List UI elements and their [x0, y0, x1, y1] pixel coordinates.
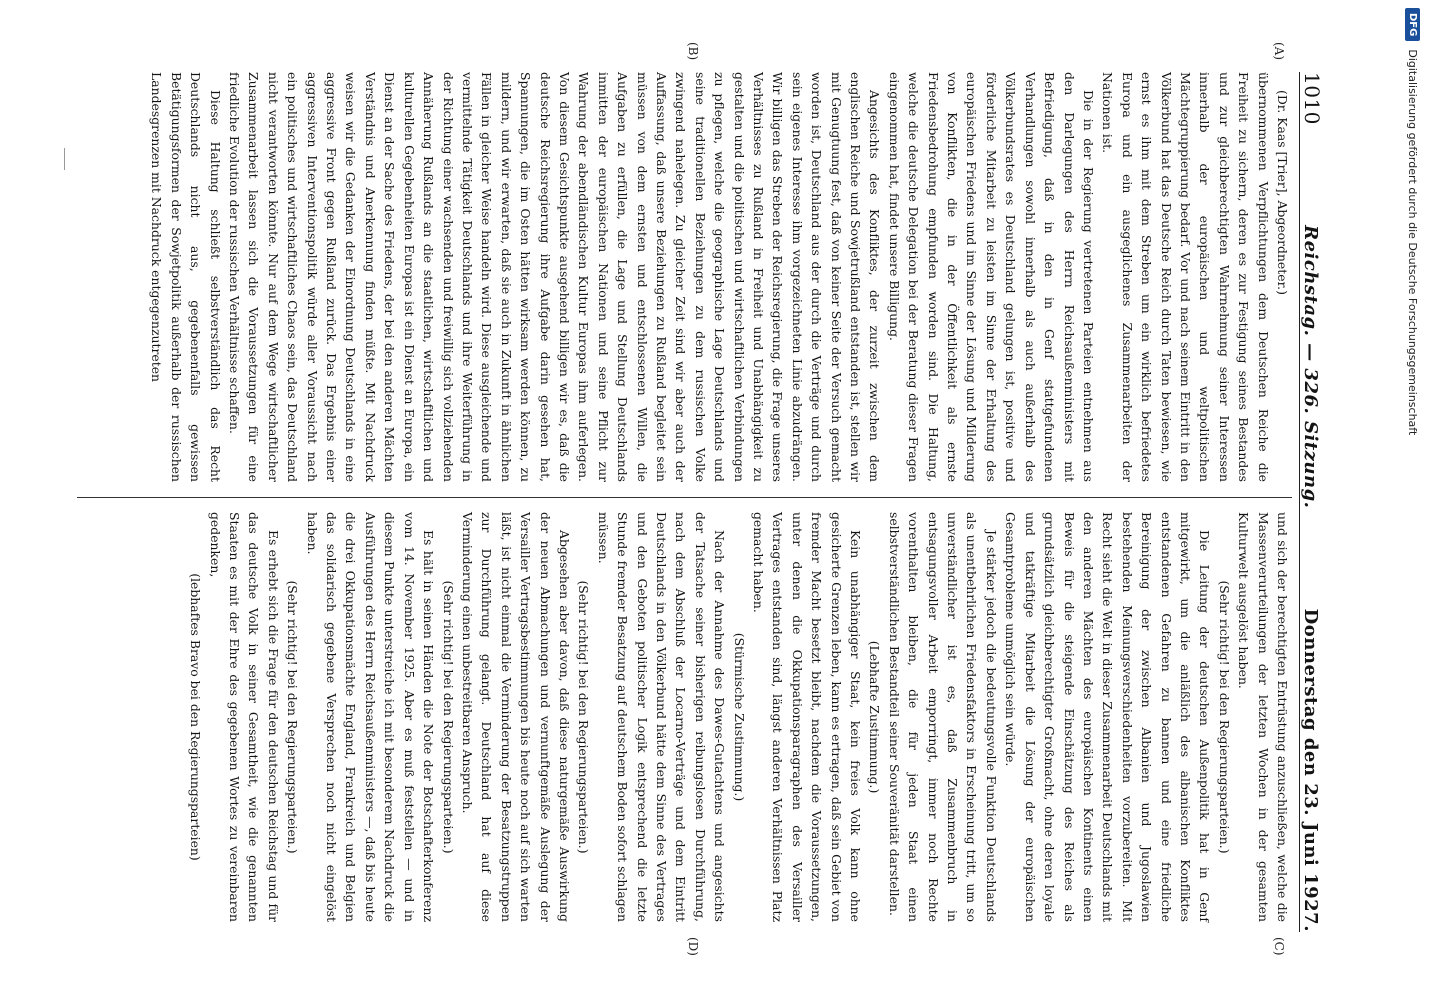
dfg-text: Digitalisierung gefördert durch die Deutsche Forschungsgemeinschaft	[1406, 49, 1420, 436]
right-paragraph: und sich der berechtigten Entrüstung anzuschließen, welche die Massenverurteilungen der letzten Wochen in der gesamten Kulturwelt ausgelöst haben.	[1236, 512, 1290, 922]
interjection: (Stürmische Zustimmung.)	[731, 632, 747, 802]
session-title: Reichstag. — 326. Sitzung.	[1300, 225, 1321, 509]
margin-marker-c: (C)	[1272, 937, 1286, 956]
right-paragraph: Je stärker jedoch die bedeutungsvolle Funktion Deutschlands als unentbehrlichen Friedensfaktors in Erscheinung tritt, um so unverständlicher ist es, daß Zusammenbruch in entsagungsvoller Arbeit emporringt, immer noch Rechte vorenthalten bleiben, die für jeden Staat einen selbstverständlichen Bestandteil seiner Souveränität darstellen.	[886, 512, 999, 922]
interjection: (Sehr richtig! bei den Regierungsparteien.)	[440, 580, 456, 854]
right-paragraph: Es hält in seinen Händen die Note der Botschafterkonferenz vom 14. November 1925. Aber es muß feststellen — und in diesem Punkte unterstreiche ich mit besonderem Nachdruck die Ausführungen des Herrn Reichsaußenministers —, daß bis heute die drei Okkupationsmächte England, Frankreich und Belgien das solidarisch gegebene Versprechen noch nicht eingelöst haben.	[304, 512, 437, 922]
page-number: 1010	[1300, 72, 1324, 125]
right-paragraph: Kein unabhängiger Staat, kein freies Volk kann ohne gesicherte Grenzen leben, kann es ertragen, daß sein Gebiet von fremder Macht besetzt bleibt, nachdem die Voraussetzungen, unter denen die Okkupationsparagraphen des Versailler Vertrages entstanden sind, längst anderen Verhältnissen Platz gemacht haben.	[751, 512, 864, 922]
interjection: (Sehr richtig! bei den Regierungsparteien.)	[1216, 580, 1232, 854]
right-paragraph: Nach der Annahme des Dawes-Gutachtens und angesichts der Tatsache seiner bisherigen reibungslosen Durchführung, nach dem Abschluß der Locarno-Verträge und dem Eintritt Deutschlands in den Völkerbund hätte dem Sinne des Vertrages und den Geboten politischer Logik entsprechend die letzte Stunde fremder Besatzung auf deutschem Boden sofort schlagen müssen.	[595, 512, 728, 922]
session-date: Donnerstag den 23. Juni 1927.	[1300, 608, 1321, 932]
left-paragraph: Die in der Regierung vertretenen Parteien entnehmen aus den Darlegungen des Herrn Reichsaußenministers mit Befriedigung, daß in den in Genf stattgefundenen Verhandlungen sowohl innerhalb als auch außerhalb des Völkerbundsrates es Deutschland gelungen ist, positive und förderliche Mitarbeit zu leisten im Sinne der Erhaltung des europäischen Friedens und im Sinne der Lösung und Milderung von Konflikten, die in der Öffentlichkeit als ernste Friedensbedrohung empfunden worden sind. Die Haltung, welche die deutsche Delegation bei der Beratung dieser Fragen eingenommen hat, findet unsere Billigung.	[886, 72, 1096, 482]
rotated-page	[75, 42, 1330, 956]
dfg-logo: DFG	[1406, 8, 1421, 41]
left-paragraph: Diese Haltung schließt selbstverständlich das Recht Deutschlands nicht aus, gegebenenfalls gewissen Betätigungsformen der Sowjetpolitik außerhalb der russischen Landesgrenzen mit Nachdruck entgegenzutreten	[149, 72, 223, 482]
left-column	[147, 72, 1292, 482]
left-paragraph: übernommenen Verpflichtungen dem Deutschen Reiche die Freiheit zu sichern, deren es zur Festigung seines Bestandes und zur gleichberechtigten Wahrnehmung seiner Interessen innerhalb der europäischen und weltpolitischen Mächtegruppierung bedarf. Vor und nach seinem Eintritt in den Völkerbund hat das Deutsche Reich durch Taten bewiesen, wie ernst es ihm mit dem Streben um ein wirklich befriedetes Europa und ein ausgeglichenes Zusammenarbeiten der Nationen ist.	[1100, 72, 1271, 482]
right-paragraph: Die Leitung der deutschen Außenpolitik hat in Genf mitgewirkt, um die anläßlich des albanischen Konfliktes entstandenen Gefahren zu bannen und eine friedliche Bereinigung der zwischen Albanien und Jugoslawien bestehenden Meinungsverschiedenheiten vorzubereiten. Mit Recht sieht die Welt in dieser Zusammenarbeit Deutschlands mit den anderen Mächten des europäischen Kontinents einen Beweis für die steigende Einschätzung des Reiches als grundsätzlich gleichberechtigter Großmacht, ohne deren loyale und tatkräftige Mitarbeit die Lösung der europäischen Gesamtprobleme unmöglich sein würde.	[1003, 512, 1213, 922]
dfg-attribution	[1395, 8, 1431, 998]
margin-marker-d: (D)	[686, 937, 700, 956]
margin-marker-a: (A)	[1272, 42, 1286, 61]
left-paragraph: Angesichts des Konfliktes, der zurzeit zwischen dem englischen Reiche und Sowjetrußland entstanden ist, stellen wir mit Genugtuung fest, daß von keiner Seite der Versuch gemacht worden ist, Deutschland aus der durch die Verträge und durch sein eigenes Interesse ihm vorgezeichneten Linie abzudrängen. Wir billigen das Streben der Reichsregierung, die Frage unseres Verhältnisses zu Rußland in Freiheit und Unabhängigkeit zu gestalten und die politischen und wirtschaftlichen Verbindungen zu pflegen, welche die geographische Lage Deutschlands und seine traditionellen Beziehungen zu dem russischen Volke zwingend nahelegen. Zu gleicher Zeit sind wir aber auch der Auffassung, daß unsere Beziehungen zu Rußland begleitet sein müssen von dem ernsten und entschlossenen Willen, die Aufgaben zu erfüllen, die Lage und Stellung Deutschlands inmitten der europäischen Nationen und seine Pflicht zur Wahrung der abendländischen Kultur Europas ihm auferlegen. Von diesem Gesichtspunkte ausgehend billigen wir es, daß die deutsche Reichsregierung ihre Aufgabe darin gesehen hat, Spannungen, die im Osten hätten wirksam werden können, zu mildern, und wir erwarten, daß sie auch in Zukunft in ähnlichen Fällen in gleicher Weise handeln wird. Diese ausgleichende und vermittelnde Tätigkeit Deutschlands und ihre Weiterführung in der Richtung einer wachsenden und freiwillig sich vollziehenden Annäherung Rußlands an die staatlichen, wirtschaftlichen und kulturellen Gegebenheiten Europas ist ein Dienst an Europa, ein Dienst an der Sache des Friedens, der bei den anderen Mächten Verständnis und Anerkennung finden müßte. Mit Nachdruck weisen wir die Gedanken der Einordnung Deutschlands in eine aggressive Front gegen Rußland zurück. Das Ergebnis einer aggressiven Interventionspolitik würde aller Voraussicht nach ein politisches und wirtschaftliches Chaos sein, das Deutschland nicht verantworten könnte. Nur auf dem Wege wirtschaftlicher Zusammenarbeit lassen sich die Voraussetzungen für eine friedliche Evolution der russischen Verhältnisse schaffen.	[227, 72, 883, 482]
interjection: (Sehr richtig! bei den Regierungsparteien.)	[576, 580, 592, 854]
interjection: (lebhaftes Bravo bei den Regierungsparteien)	[188, 573, 204, 861]
right-paragraph: Abgesehen aber davon, daß diese naturgemäße Auswirkung der neuen Abmachungen und vernunftgemäße Auslegung der Versailler Vertragsbestimmungen bis heute noch auf sich warten läßt, ist nicht einmal die Verminderung der Besatzungstruppen zur Durchführung gelangt. Deutschland hat auf diese Verminderung einen unbestreitbaren Anspruch.	[459, 512, 572, 922]
interjection: (Sehr richtig! bei den Regierungsparteien.)	[285, 580, 301, 854]
page-header	[1299, 72, 1330, 932]
right-paragraph: Es erhebt sich die Frage für den deutschen Reichstag und für das deutsche Volk in seiner Gesamtheit, wie die genannten Staaten es mit der Ehre des gegebenen Wortes zu vereinbaren gedenken,	[207, 512, 281, 922]
speaker-label: (Dr. Kaas [Trier], Abgeordneter.)	[1275, 90, 1290, 295]
right-column	[186, 512, 1292, 922]
scan-mark	[64, 148, 65, 170]
margin-marker-b: (B)	[686, 42, 700, 61]
column-divider	[77, 497, 1292, 498]
interjection: (Lebhafte Zustimmung.)	[867, 640, 883, 794]
